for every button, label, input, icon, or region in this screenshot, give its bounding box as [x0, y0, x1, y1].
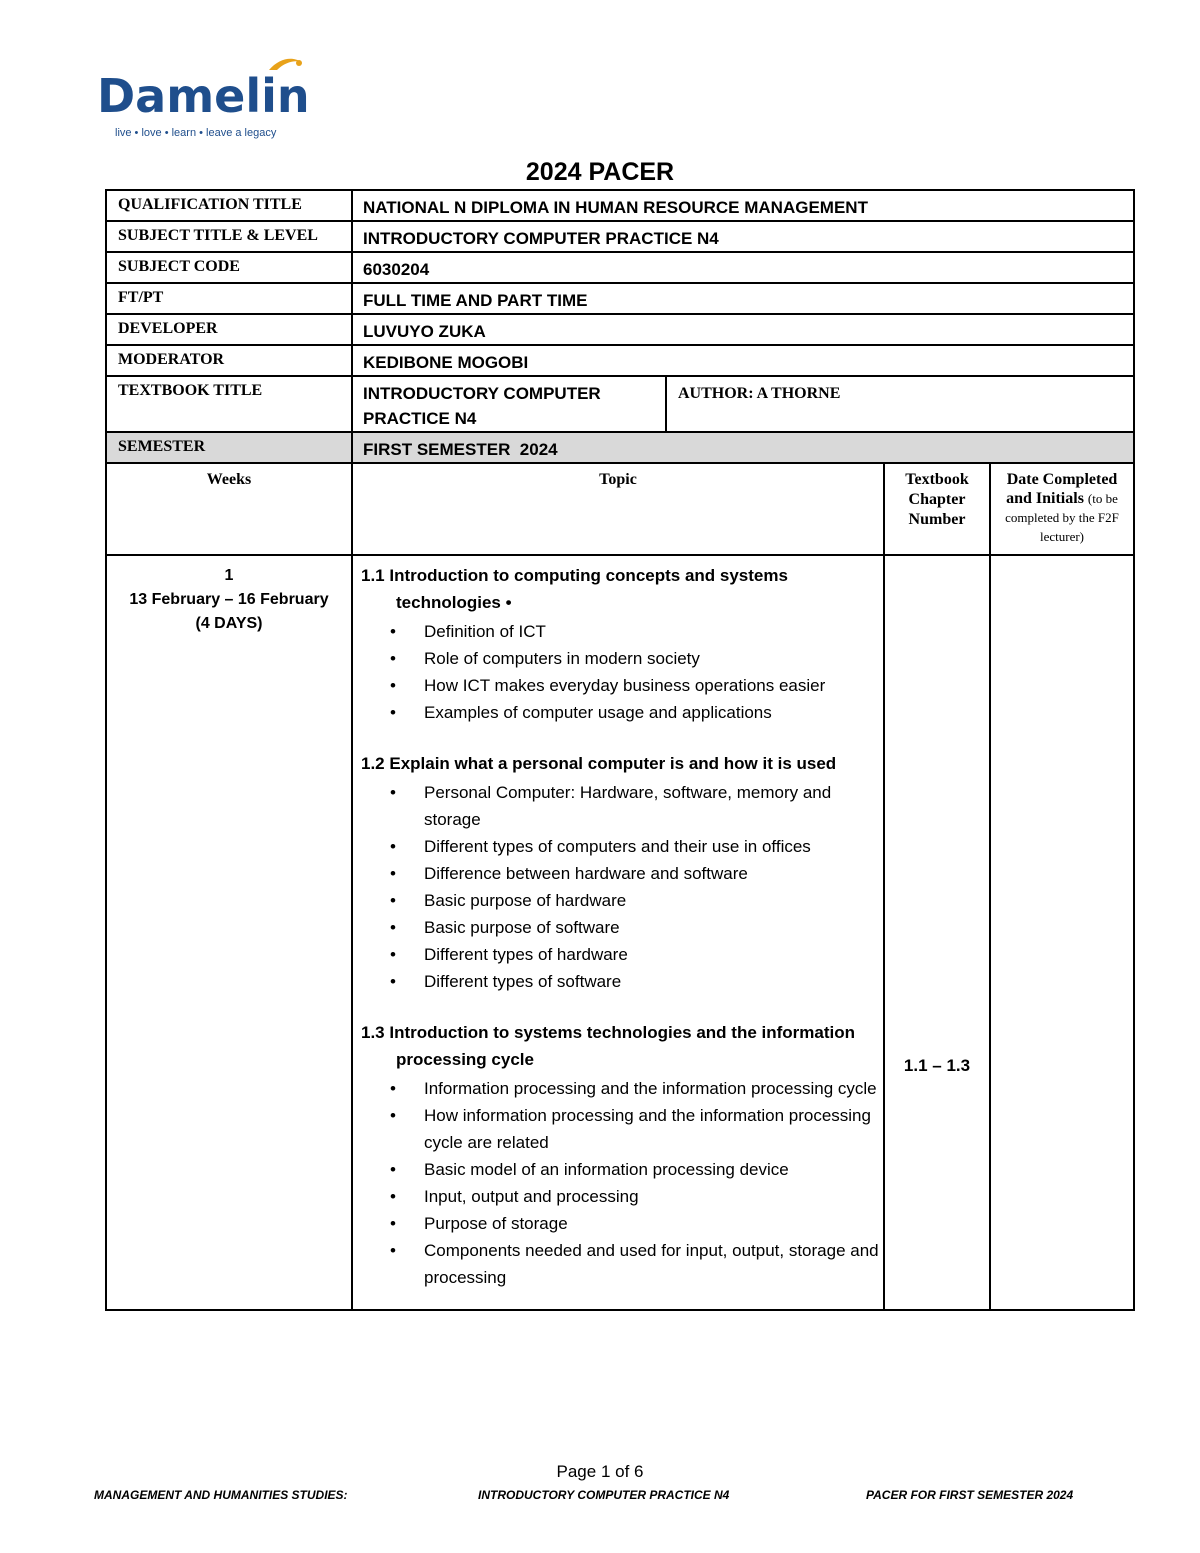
pacer-table [105, 189, 1135, 1311]
label-ftpt: FT/PT [106, 283, 352, 314]
row-week-1 [106, 555, 1134, 1310]
header-chapter: Textbook Chapter Number [884, 463, 990, 555]
header-topic: Topic [352, 463, 884, 555]
list-item: • Basic model of an information processing device [424, 1156, 879, 1183]
list-item: • Role of computers in modern society [424, 645, 879, 672]
list-item: • Basic purpose of hardware [424, 887, 879, 914]
value-ftpt: FULL TIME AND PART TIME [352, 283, 1134, 314]
list-item: • Difference between hardware and software [424, 860, 879, 887]
week-number: 1 [224, 567, 234, 584]
label-textbook: TEXTBOOK TITLE [106, 376, 352, 432]
list-item: • Examples of computer usage and applications [424, 699, 879, 726]
section-1-2-list [361, 779, 879, 995]
row-subject [106, 221, 1134, 252]
label-semester: SEMESTER [106, 432, 352, 463]
footer-left: MANAGEMENT AND HUMANITIES STUDIES: [94, 1488, 348, 1502]
label-code: SUBJECT CODE [106, 252, 352, 283]
week-1-cell [106, 555, 352, 1310]
footer-center: INTRODUCTORY COMPUTER PRACTICE N4 [478, 1488, 730, 1502]
list-item: • Different types of computers and their use in offices [424, 833, 879, 860]
value-qualification: NATIONAL N DIPLOMA IN HUMAN RESOURCE MANAGEMENT [352, 190, 1134, 221]
section-1-2-title: 1.2 Explain what a personal computer is and how it is used [361, 754, 837, 773]
header-date-title: Date Completed and Initials [1006, 471, 1118, 507]
section-gap [361, 995, 879, 1019]
label-subject: SUBJECT TITLE & LEVEL [106, 221, 352, 252]
week-dates: 13 February – 16 February [129, 591, 329, 608]
header-date [990, 463, 1134, 555]
row-column-headers [106, 463, 1134, 555]
chapter-cell: 1.1 – 1.3 [884, 555, 990, 1310]
row-textbook [106, 376, 1134, 432]
value-semester: FIRST SEMESTER 2024 [352, 432, 1134, 463]
logo-dot [296, 60, 302, 66]
week-days: (4 DAYS) [195, 615, 263, 632]
row-developer [106, 314, 1134, 345]
logo-tagline: live • love • learn • leave a legacy [115, 127, 277, 139]
value-developer: LUVUYO ZUKA [352, 314, 1134, 345]
section-gap [361, 726, 879, 750]
header-weeks: Weeks [106, 463, 352, 555]
list-item: • Personal Computer: Hardware, software, memory and storage [424, 779, 879, 833]
header-date-note: (to be completed by the F2F lecturer) [1005, 491, 1119, 544]
section-1-3-list [361, 1075, 879, 1291]
list-item: • Purpose of storage [424, 1210, 879, 1237]
section-1-1-list [361, 618, 879, 726]
row-semester [106, 432, 1134, 463]
section-1-1-title: 1.1 Introduction to computing concepts and systems technologies • [361, 566, 788, 612]
list-item: • Different types of hardware [424, 941, 879, 968]
label-moderator: MODERATOR [106, 345, 352, 376]
label-developer: DEVELOPER [106, 314, 352, 345]
footer-right: PACER FOR FIRST SEMESTER 2024 [866, 1488, 1074, 1502]
list-item: • Definition of ICT [424, 618, 879, 645]
list-item: • Information processing and the information processing cycle [424, 1075, 879, 1102]
row-moderator [106, 345, 1134, 376]
topic-cell [352, 555, 884, 1310]
logo-wordmark: Damelin [97, 69, 310, 123]
list-item: • Basic purpose of software [424, 914, 879, 941]
value-subject: INTRODUCTORY COMPUTER PRACTICE N4 [352, 221, 1134, 252]
value-code: 6030204 [352, 252, 1134, 283]
date-completed-cell [990, 555, 1134, 1310]
damelin-logo [97, 52, 337, 144]
page-number: Page 1 of 6 [556, 1462, 644, 1481]
row-ftpt [106, 283, 1134, 314]
section-1-3-title: 1.3 Introduction to systems technologies and the information processing cycle [361, 1023, 855, 1069]
value-textbook: INTRODUCTORY COMPUTER PRACTICE N4 [352, 376, 666, 432]
list-item: • Input, output and processing [424, 1183, 879, 1210]
value-moderator: KEDIBONE MOGOBI [352, 345, 1134, 376]
list-item: • How information processing and the information processing cycle are related [424, 1102, 879, 1156]
row-qualification [106, 190, 1134, 221]
list-item: • Components needed and used for input, output, storage and processing [424, 1237, 879, 1291]
list-item: • Different types of software [424, 968, 879, 995]
row-code [106, 252, 1134, 283]
page-title: 2024 PACER [525, 158, 675, 186]
value-author: AUTHOR: A THORNE [666, 376, 1134, 432]
list-item: • How ICT makes everyday business operations easier [424, 672, 879, 699]
label-qualification: QUALIFICATION TITLE [106, 190, 352, 221]
